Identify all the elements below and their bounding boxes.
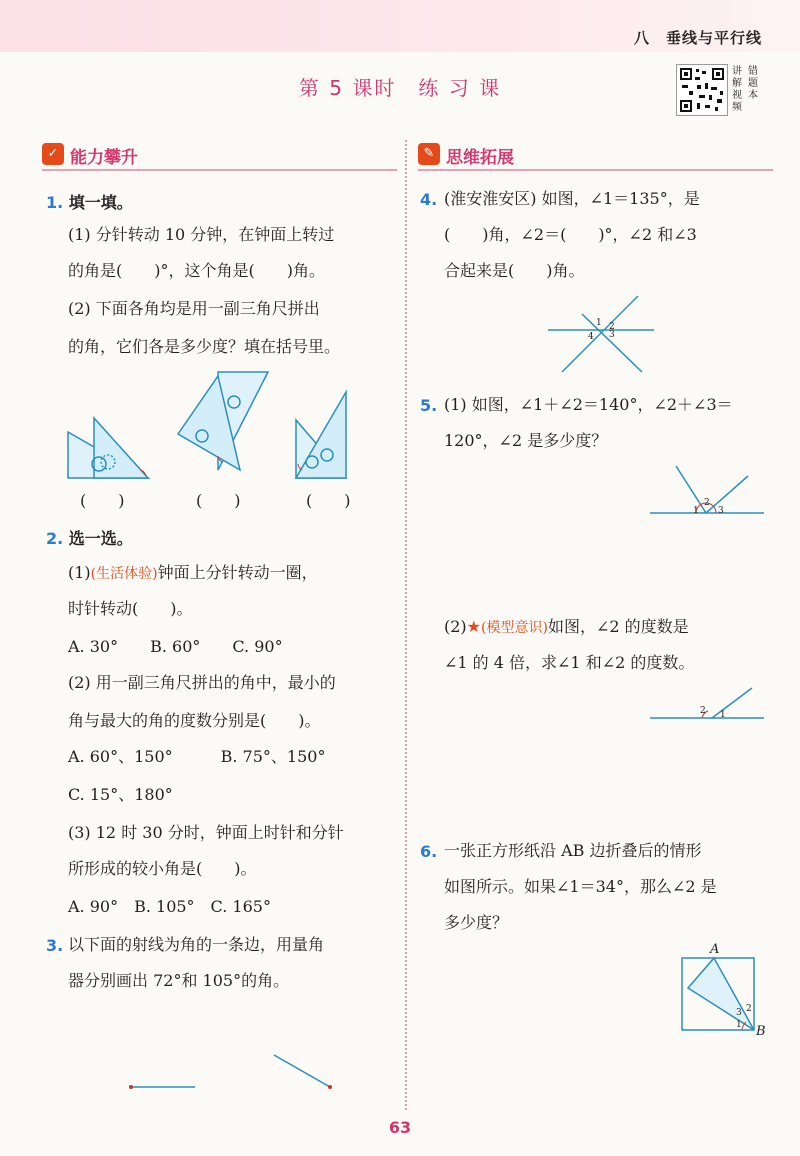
question-6: 6. — [420, 842, 438, 861]
qr-label-2: 错 题 本 — [748, 66, 758, 101]
q4-line-2: ( )角，∠2＝( )°，∠2 和∠3 — [444, 225, 697, 244]
q1-line-1: (1) 分针转动 10 分钟，在钟面上转过 — [68, 225, 335, 244]
page-number: 63 — [388, 1118, 412, 1137]
section-title-right: 思维拓展 — [446, 148, 514, 168]
q2-options-2b[interactable]: C. 15°、180° — [68, 785, 173, 804]
lesson-title: 第 5 课时 练 习 课 — [298, 76, 502, 100]
q6-label-3: 3 — [736, 1008, 742, 1018]
question-3: 3. — [46, 936, 64, 955]
q5-label2-2: 2 — [700, 706, 706, 716]
q5-line-4: ∠1 的 4 倍，求∠1 和∠2 的度数。 — [444, 653, 695, 672]
star-icon: ★ — [466, 617, 482, 636]
q5-label2-1: 1 — [720, 710, 726, 720]
question-5: 5. — [420, 396, 438, 415]
q1-answer-1[interactable]: ( ) — [80, 491, 125, 510]
q1-answer-3[interactable]: ( ) — [306, 491, 351, 510]
q1-line-4: 的角，它们各是多少度？填在括号里。 — [68, 337, 341, 356]
q4-label-4: 4 — [588, 332, 594, 342]
question-2: 2. 选一选。 — [46, 529, 133, 548]
q6-line-2: 如图所示。如果∠1＝34°，那么∠2 是 — [444, 877, 717, 896]
q6-label-a: A — [710, 942, 720, 957]
qr-label: 讲 解 视 频 — [732, 66, 742, 113]
q3-line-1: 以下面的射线为角的一条边，用量角 — [68, 935, 325, 954]
q2-options-1[interactable]: A. 30° B. 60° C. 90° — [68, 637, 283, 656]
folded-triangle — [688, 958, 754, 1030]
q1-line-3: (2) 下面各角均是用一副三角尺拼出 — [68, 299, 320, 318]
thinking-icon: ✎ — [418, 143, 440, 165]
q4-line-3: 合起来是( )角。 — [444, 261, 585, 280]
q6-label-b: B — [756, 1024, 766, 1039]
chapter-title: 八 垂线与平行线 — [633, 29, 762, 47]
q4-line-1: (淮安淮安区) 如图，∠1＝135°，是 — [444, 189, 700, 208]
q3-line-2: 器分别画出 72°和 105°的角。 — [68, 971, 290, 990]
q5-label-2: 2 — [704, 498, 710, 508]
question-1: 1. 填一填。 — [46, 193, 133, 212]
q5-label-3: 3 — [718, 506, 724, 516]
q1-answer-2[interactable]: ( ) — [196, 491, 241, 510]
q1-line-2: 的角是( )°，这个角是( )角。 — [68, 261, 325, 280]
q4-label-3: 3 — [609, 330, 615, 340]
q2-options-3[interactable]: A. 90° B. 105° C. 165° — [68, 897, 271, 916]
q2-line-1: (1)(生活体验)钟面上分针转动一圈， — [68, 563, 318, 582]
q5-line-3: (2)★(模型意识)如图，∠2 的度数是 — [444, 617, 689, 636]
ability-icon: ✓ — [42, 143, 64, 165]
q6-label-1: 1 — [736, 1020, 742, 1030]
q4-label-2: 2 — [609, 322, 615, 332]
q5-label-1: 1 — [693, 506, 699, 516]
q2-line-4: (2) 用一副三角尺拼出的角中，最小的 — [68, 673, 336, 692]
question-4: 4. — [420, 190, 438, 209]
q6-line-3: 多少度？ — [444, 913, 509, 932]
q2-options-2a[interactable]: A. 60°、150° B. 75°、150° — [68, 747, 326, 766]
q2-line-8: (3) 12 时 30 分时，钟面上时针和分针 — [68, 823, 344, 842]
q4-label-1: 1 — [596, 318, 602, 328]
q5-line-2: 120°，∠2 是多少度？ — [444, 431, 608, 450]
section-title-left: 能力攀升 — [70, 148, 138, 168]
q6-label-2: 2 — [746, 1004, 752, 1014]
q5-line-1: (1) 如图，∠1＋∠2＝140°，∠2＋∠3＝ — [444, 395, 733, 414]
q2-line-5: 角与最大的角的度数分别是( )。 — [68, 711, 321, 730]
q6-line-1: 一张正方形纸沿 AB 边折叠后的情形 — [444, 841, 702, 860]
q2-line-9: 所形成的较小角是( )。 — [68, 859, 257, 878]
q2-line-2: 时针转动( )。 — [68, 599, 193, 618]
